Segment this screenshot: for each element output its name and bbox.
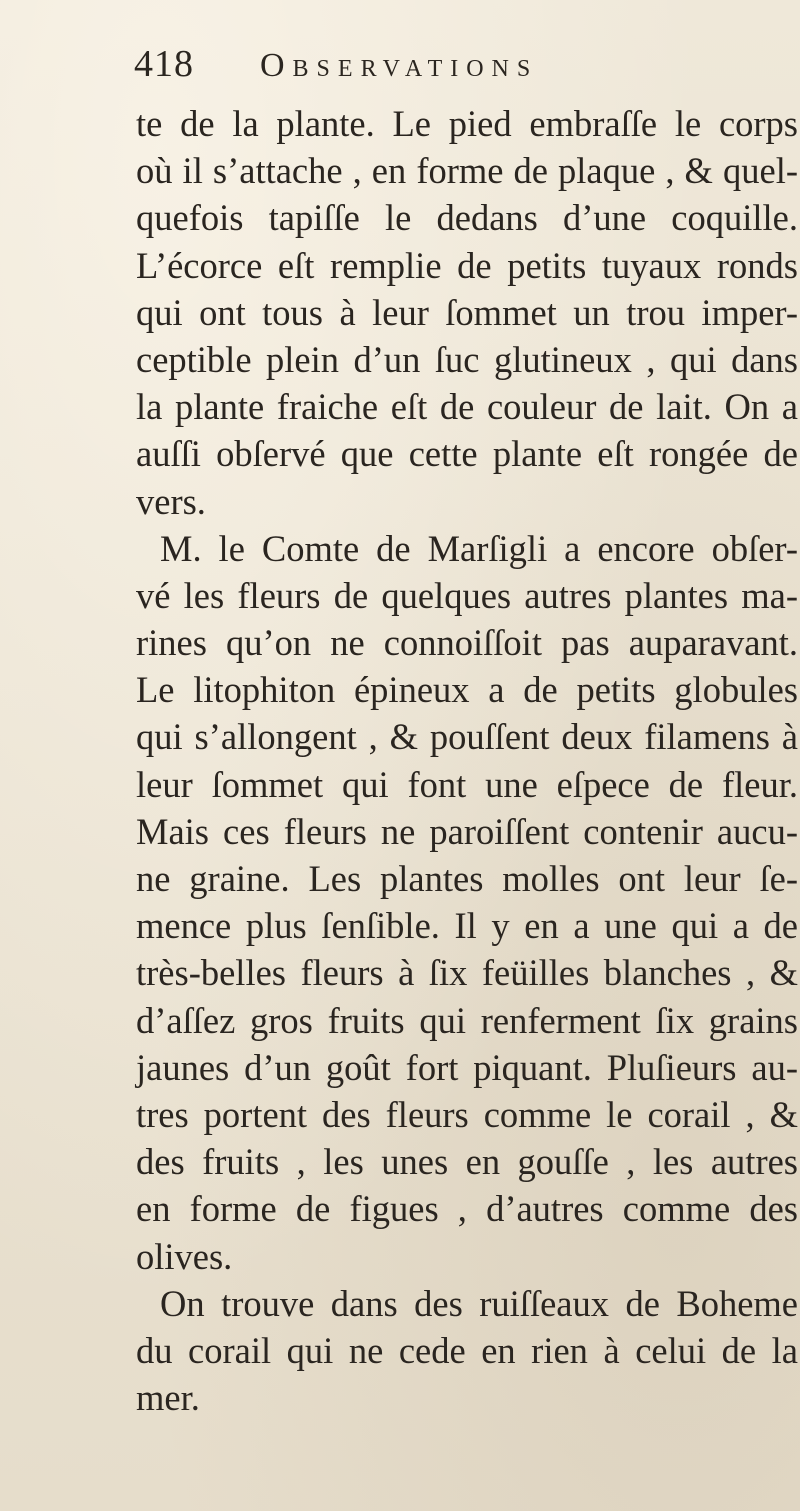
text-line: te de la plante. Le pied embraſſe le corps — [136, 103, 798, 144]
text-line: M. le Comte de Marſigli a encore obſer- — [160, 527, 798, 569]
text-line: très-belles fleurs à ſix feüilles blanches , & — [136, 952, 798, 994]
body-text — [136, 100, 798, 1421]
text-line: ceptible plein d’un ſuc glutineux , qui dans — [136, 338, 798, 380]
text-line: On trouve dans des ruiſſeaux de Boheme — [160, 1282, 798, 1324]
text-line: du corail qui ne cede en rien à celui de la — [136, 1329, 798, 1371]
paragraph-1 — [136, 100, 798, 525]
text-line: rines qu’on ne connoiſſoit pas auparavant. — [136, 622, 798, 664]
text-line: ne graine. Les plantes molles ont leur ſe- — [136, 858, 798, 899]
text-line: olives. — [136, 1235, 233, 1277]
paragraph-2 — [136, 525, 798, 1280]
text-line: Le litophiton épineux a de petits globules — [136, 669, 798, 711]
text-line: mence plus ſenſible. Il y en a une qui a de — [136, 905, 798, 947]
running-head: Observations — [260, 47, 539, 84]
text-line: leur ſommet qui font une eſpece de fleur. — [136, 763, 798, 805]
text-line: vers. — [136, 480, 206, 522]
page-number: 418 — [134, 43, 194, 85]
text-line: d’aſſez gros fruits qui renferment ſix grains — [136, 999, 798, 1041]
text-line: jaunes d’un goût fort piquant. Pluſieurs au- — [136, 1046, 798, 1088]
text-line: Mais ces fleurs ne paroiſſent contenir aucu- — [136, 810, 798, 852]
text-line: en forme de figues , d’autres comme des — [136, 1188, 798, 1230]
text-line: tres portent des fleurs comme le corail , & — [136, 1093, 798, 1135]
text-line: qui s’allongent , & pouſſent deux filamens à — [136, 716, 798, 758]
text-line: auſſi obſervé que cette plante eſt rongée de — [136, 433, 798, 475]
text-line: L’écorce eſt remplie de petits tuyaux ronds — [136, 244, 798, 286]
text-line: la plante fraiche eſt de couleur de lait. On a — [136, 386, 798, 428]
text-line: vé les fleurs de quelques autres plantes ma- — [136, 574, 798, 616]
text-line: mer. — [136, 1377, 200, 1419]
page-header — [134, 42, 538, 94]
text-line: quefois tapiſſe le dedans d’une coquille. — [136, 197, 798, 239]
text-line: des fruits , les unes en gouſſe , les autres — [136, 1141, 798, 1183]
text-line: qui ont tous à leur ſommet un trou imper- — [136, 291, 798, 333]
text-line: où il s’attache , en forme de plaque , & quel- — [136, 150, 798, 192]
paragraph-3 — [136, 1280, 798, 1422]
